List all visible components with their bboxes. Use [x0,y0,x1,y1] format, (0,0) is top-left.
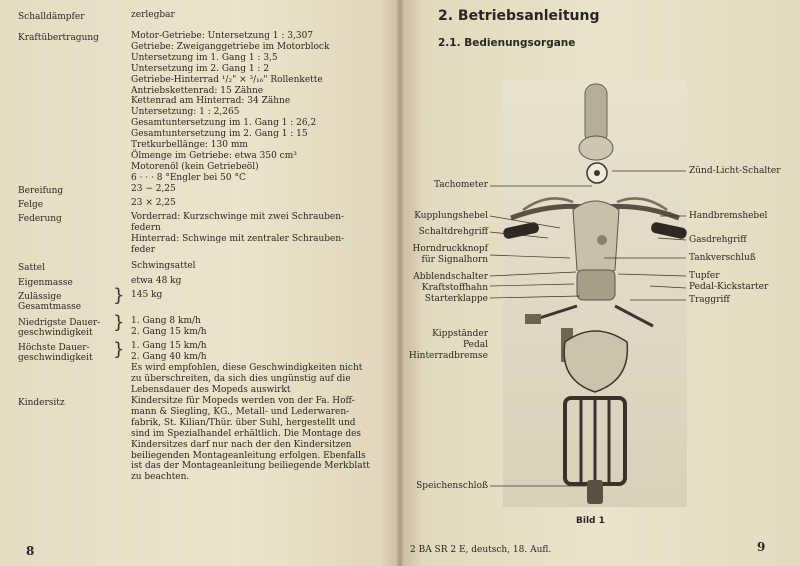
page-number-left: 8 [26,544,35,558]
callout-gasdrehgriff: Gasdrehgriff [689,235,747,245]
spec-label: Zulässige Gesamtmasse [18,292,82,312]
spec-value-line: Untersetzung: 1 : 2,265 [131,107,240,118]
spec-value-line: 145 kg [131,290,163,300]
page-number-right: 9 [757,540,766,554]
callout-tachometer: Tachometer [433,180,488,190]
spec-value-line: etwa 48 kg [131,276,182,286]
callout-kippstaender: Kippständer Pedal Hinterradbremse [408,329,488,361]
spec-value-line: fabrik, St. Kilian/Thür. über Suhl, hergestellt und [131,417,356,428]
chapter-title: 2. Betriebsanleitung [438,8,600,24]
spec-label: Felge [18,200,44,210]
spec-value-line: 6 · · · 8 °Engler bei 50 °C [131,172,246,183]
leader-line [490,216,560,228]
callout-handbremshebel: Handbremshebel [689,211,768,221]
figure-caption: Bild 1 [576,516,605,526]
spec-value-line: Ölmenge im Getriebe: etwa 350 cm³ [131,150,297,161]
spec-value-line: Gesamtuntersetzung im 2. Gang 1 : 15 [131,129,308,140]
spec-value-line: mann & Siegling, KG., Metall- und Lederwaren- [131,406,350,417]
spec-value-line: Schwingsattel [131,261,196,271]
callout-traggriff: Traggriff [689,295,730,305]
spec-value-line: Kettenrad am Hinterrad: 34 Zähne [131,96,291,107]
spec-value-line: Lebensdauer des Mopeds auswirkt [131,384,291,395]
leader-line [490,255,570,258]
callout-tankverschluss: Tankverschluß [689,253,756,263]
spec-value-line: 23 × 2,25 [131,198,176,208]
spec-value-line: federn [131,222,161,233]
spec-value-line: beiliegenden Montageanleitung erfolgen. Ebenfalls [131,450,366,461]
brace-icon: } [113,339,125,360]
spec-value-line: 2. Gang 15 km/h [131,326,207,337]
callout-speichenschloss: Speichenschloß [416,481,488,491]
spec-value-line: Gesamtuntersetzung im 1. Gang 1 : 26,2 [131,118,317,129]
spec-value-line: zerlegbar [131,10,175,20]
spec-value-line: Es wird empfohlen, diese Geschwindigkeiten nicht [131,362,363,373]
spec-value-line: Motor-Getriebe: Untersetzung 1 : 3,307 [131,31,314,41]
spec-label: Eigenmasse [18,278,73,288]
brace-icon: } [113,312,125,333]
spec-value-line: Kindersitzes darf nur nach der den Kindersitzen [131,439,352,450]
spec-value-line: 1. Gang 8 km/h [131,316,201,326]
spec-label: Federung [18,214,62,224]
spec-value-line: Getriebe: Zweiganggetriebe im Motorblock [131,41,330,52]
spec-label: Kindersitz [18,398,65,408]
spec-value-line: zu überschreiten, da sich dies ungünstig auf die [131,373,351,384]
spec-value-line: Getriebe-Hinterrad ¹/₂" × ³/₁₆" Rollenkette [131,74,323,85]
spec-value-line: Untersetzung im 1. Gang 1 : 3,5 [131,52,278,63]
spec-label: Schalldämpfer [18,12,85,22]
spec-value-line: zu beachten. [131,472,190,483]
leader-line [618,274,686,276]
spec-value-line: 1. Gang 15 km/h [131,341,207,351]
spec-value-line: sind im Spezialhandel erhältlich. Die Montage des [131,428,362,439]
spec-value-line: 23 − 2,25 [131,184,176,194]
callout-kupplungshebel: Kupplungshebel [414,211,488,221]
footer-imprint: 2 BA SR 2 E, deutsch, 18. Aufl. [410,545,552,555]
spec-value-line: ist das der Montageanleitung beiliegende Merkblatt [131,461,370,472]
callout-abblendschalter: Abblendschalter Kraftstoffhahn Starterklappe [413,272,488,304]
spec-value-line: feder [131,244,156,255]
spec-label: Bereifung [18,186,64,196]
spec-value-line: Tretkurbellänge: 130 mm [131,140,248,151]
spec-value-line: Motorenöl (kein Getriebeöl) [131,161,259,172]
leader-line [490,232,548,238]
spec-value-line: Hinterrad: Schwinge mit zentraler Schrauben- [131,233,345,244]
spec-value-line: Kindersitze für Mopeds werden von der Fa. Hoff- [131,396,355,406]
spec-value-line: Untersetzung im 2. Gang 1 : 2 [131,63,270,74]
callout-tupfer: Tupfer Pedal-Kickstarter [689,271,769,292]
spec-label: Kraftübertragung [18,33,99,43]
leader-line [650,286,686,288]
leader-line [490,284,574,286]
leader-line [658,238,686,240]
section-title: 2.1. Bedienungsorgane [438,37,576,49]
spec-value-line: Vorderrad: Kurzschwinge mit zwei Schrauben- [131,212,345,222]
brace-icon: } [113,285,125,306]
callout-zuend-licht-schalter: Zünd-Licht-Schalter [689,166,781,176]
leader-line [490,296,580,298]
spec-value-line: Antriebskettenrad: 15 Zähne [131,85,264,96]
callout-horndruckknopf: Horndruckknopf für Signalhorn [412,244,488,265]
leader-line [490,272,576,276]
spec-label: Niedrigste Dauer- geschwindigkeit [18,318,101,338]
spec-label: Höchste Dauer- geschwindigkeit [18,343,93,363]
spec-value-line: 2. Gang 40 km/h [131,351,207,362]
spec-label: Sattel [18,263,45,273]
callout-schaltdrehgriff: Schaltdrehgriff [418,227,488,237]
